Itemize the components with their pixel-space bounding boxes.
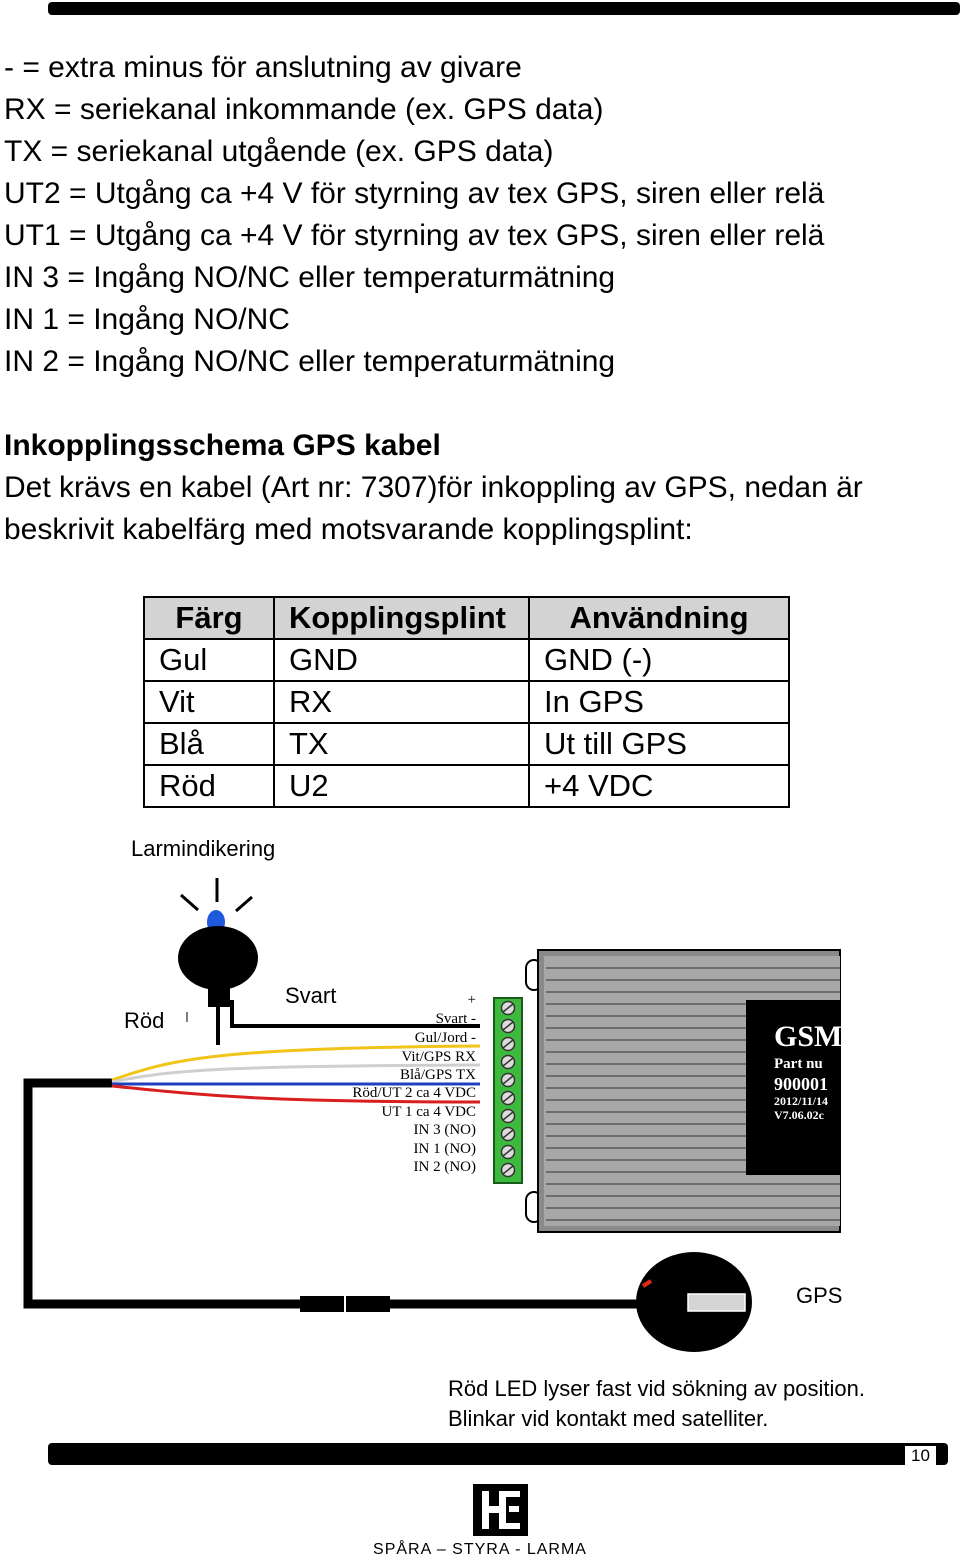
table-header: Färg <box>144 597 274 639</box>
footer-tagline: SPÅRA – STYRA - LARMA <box>373 1541 587 1558</box>
wire-label-rod: Röd <box>124 1008 165 1033</box>
definition-line: IN 1 = Ingång NO/NC <box>4 303 290 336</box>
section-heading: Inkopplingsschema GPS kabel <box>4 429 441 462</box>
pin-label: IN 1 (NO) <box>413 1141 476 1157</box>
definition-line: UT1 = Utgång ca +4 V för styrning av tex GPS, siren eller relä <box>4 219 825 252</box>
definition-line: - = extra minus för anslutning av givare <box>4 51 522 84</box>
table-cell: U2 <box>274 765 529 807</box>
pin-label: IN 3 (NO) <box>413 1122 476 1138</box>
definition-line: RX = seriekanal inkommande (ex. GPS data) <box>4 93 604 126</box>
table-cell: +4 VDC <box>529 765 789 807</box>
table-row <box>144 723 789 765</box>
gps-label: GPS <box>796 1283 843 1308</box>
table-header-row <box>144 597 789 639</box>
definition-line: UT2 = Utgång ca +4 V för styrning av tex GPS, siren eller relä <box>4 177 825 210</box>
table-cell: Ut till GPS <box>529 723 789 765</box>
table-cell: Blå <box>144 723 274 765</box>
wire-color-table <box>143 596 790 808</box>
footer-rule <box>48 1443 948 1465</box>
terminal-block <box>494 998 522 1183</box>
table-cell: Röd <box>144 765 274 807</box>
pin-label: UT 1 ca 4 VDC <box>381 1104 476 1120</box>
section-paragraph: Det krävs en kabel (Art nr: 7307)för inkoppling av GPS, nedan är <box>4 471 863 504</box>
section-paragraph: beskrivit kabelfärg med motsvarande kopplingsplint: <box>4 513 693 546</box>
device-title: GSM <box>774 1020 843 1053</box>
page-number: 10 <box>905 1446 936 1466</box>
definition-line: IN 3 = Ingång NO/NC eller temperaturmätning <box>4 261 616 294</box>
alarm-indicator-label: Larmindikering <box>131 836 276 861</box>
table-cell: GND (-) <box>529 639 789 681</box>
pin-label: Röd/UT 2 ca 4 VDC <box>352 1085 476 1101</box>
pin-label: Gul/Jord - <box>414 1030 476 1046</box>
wire-label-svart: Svart <box>285 983 337 1008</box>
pin-label: Blå/GPS TX <box>400 1067 476 1083</box>
alarm-led-icon <box>178 910 258 1007</box>
caption-line: Röd LED lyser fast vid sökning av position. <box>448 1376 865 1401</box>
table-cell: GND <box>274 639 529 681</box>
top-rule <box>48 2 960 15</box>
device-version: V7.06.02c <box>774 1108 824 1122</box>
gsm-device <box>526 950 842 1232</box>
table-row <box>144 681 789 723</box>
he-logo <box>473 1484 528 1536</box>
device-partno: Part nu <box>774 1056 823 1072</box>
gps-antenna-icon <box>636 1252 752 1352</box>
table-header: Kopplingsplint <box>274 597 529 639</box>
pin-label: Svart - <box>435 1011 476 1027</box>
table-cell: Vit <box>144 681 274 723</box>
table-row <box>144 765 789 807</box>
pin-label: + <box>467 992 476 1008</box>
table-cell: RX <box>274 681 529 723</box>
table-cell: TX <box>274 723 529 765</box>
led-rays-icon <box>181 878 252 911</box>
definition-line: TX = seriekanal utgående (ex. GPS data) <box>4 135 554 168</box>
table-row <box>144 639 789 681</box>
pin-label: Vit/GPS RX <box>401 1049 476 1065</box>
definition-line: IN 2 = Ingång NO/NC eller temperaturmätning <box>4 345 616 378</box>
table-cell: Gul <box>144 639 274 681</box>
pin-label: IN 2 (NO) <box>413 1159 476 1175</box>
table-header: Användning <box>529 597 789 639</box>
device-date: 2012/11/14 <box>774 1094 829 1108</box>
device-number: 900001 <box>774 1074 828 1094</box>
table-cell: In GPS <box>529 681 789 723</box>
caption-line: Blinkar vid kontakt med satelliter. <box>448 1406 769 1431</box>
